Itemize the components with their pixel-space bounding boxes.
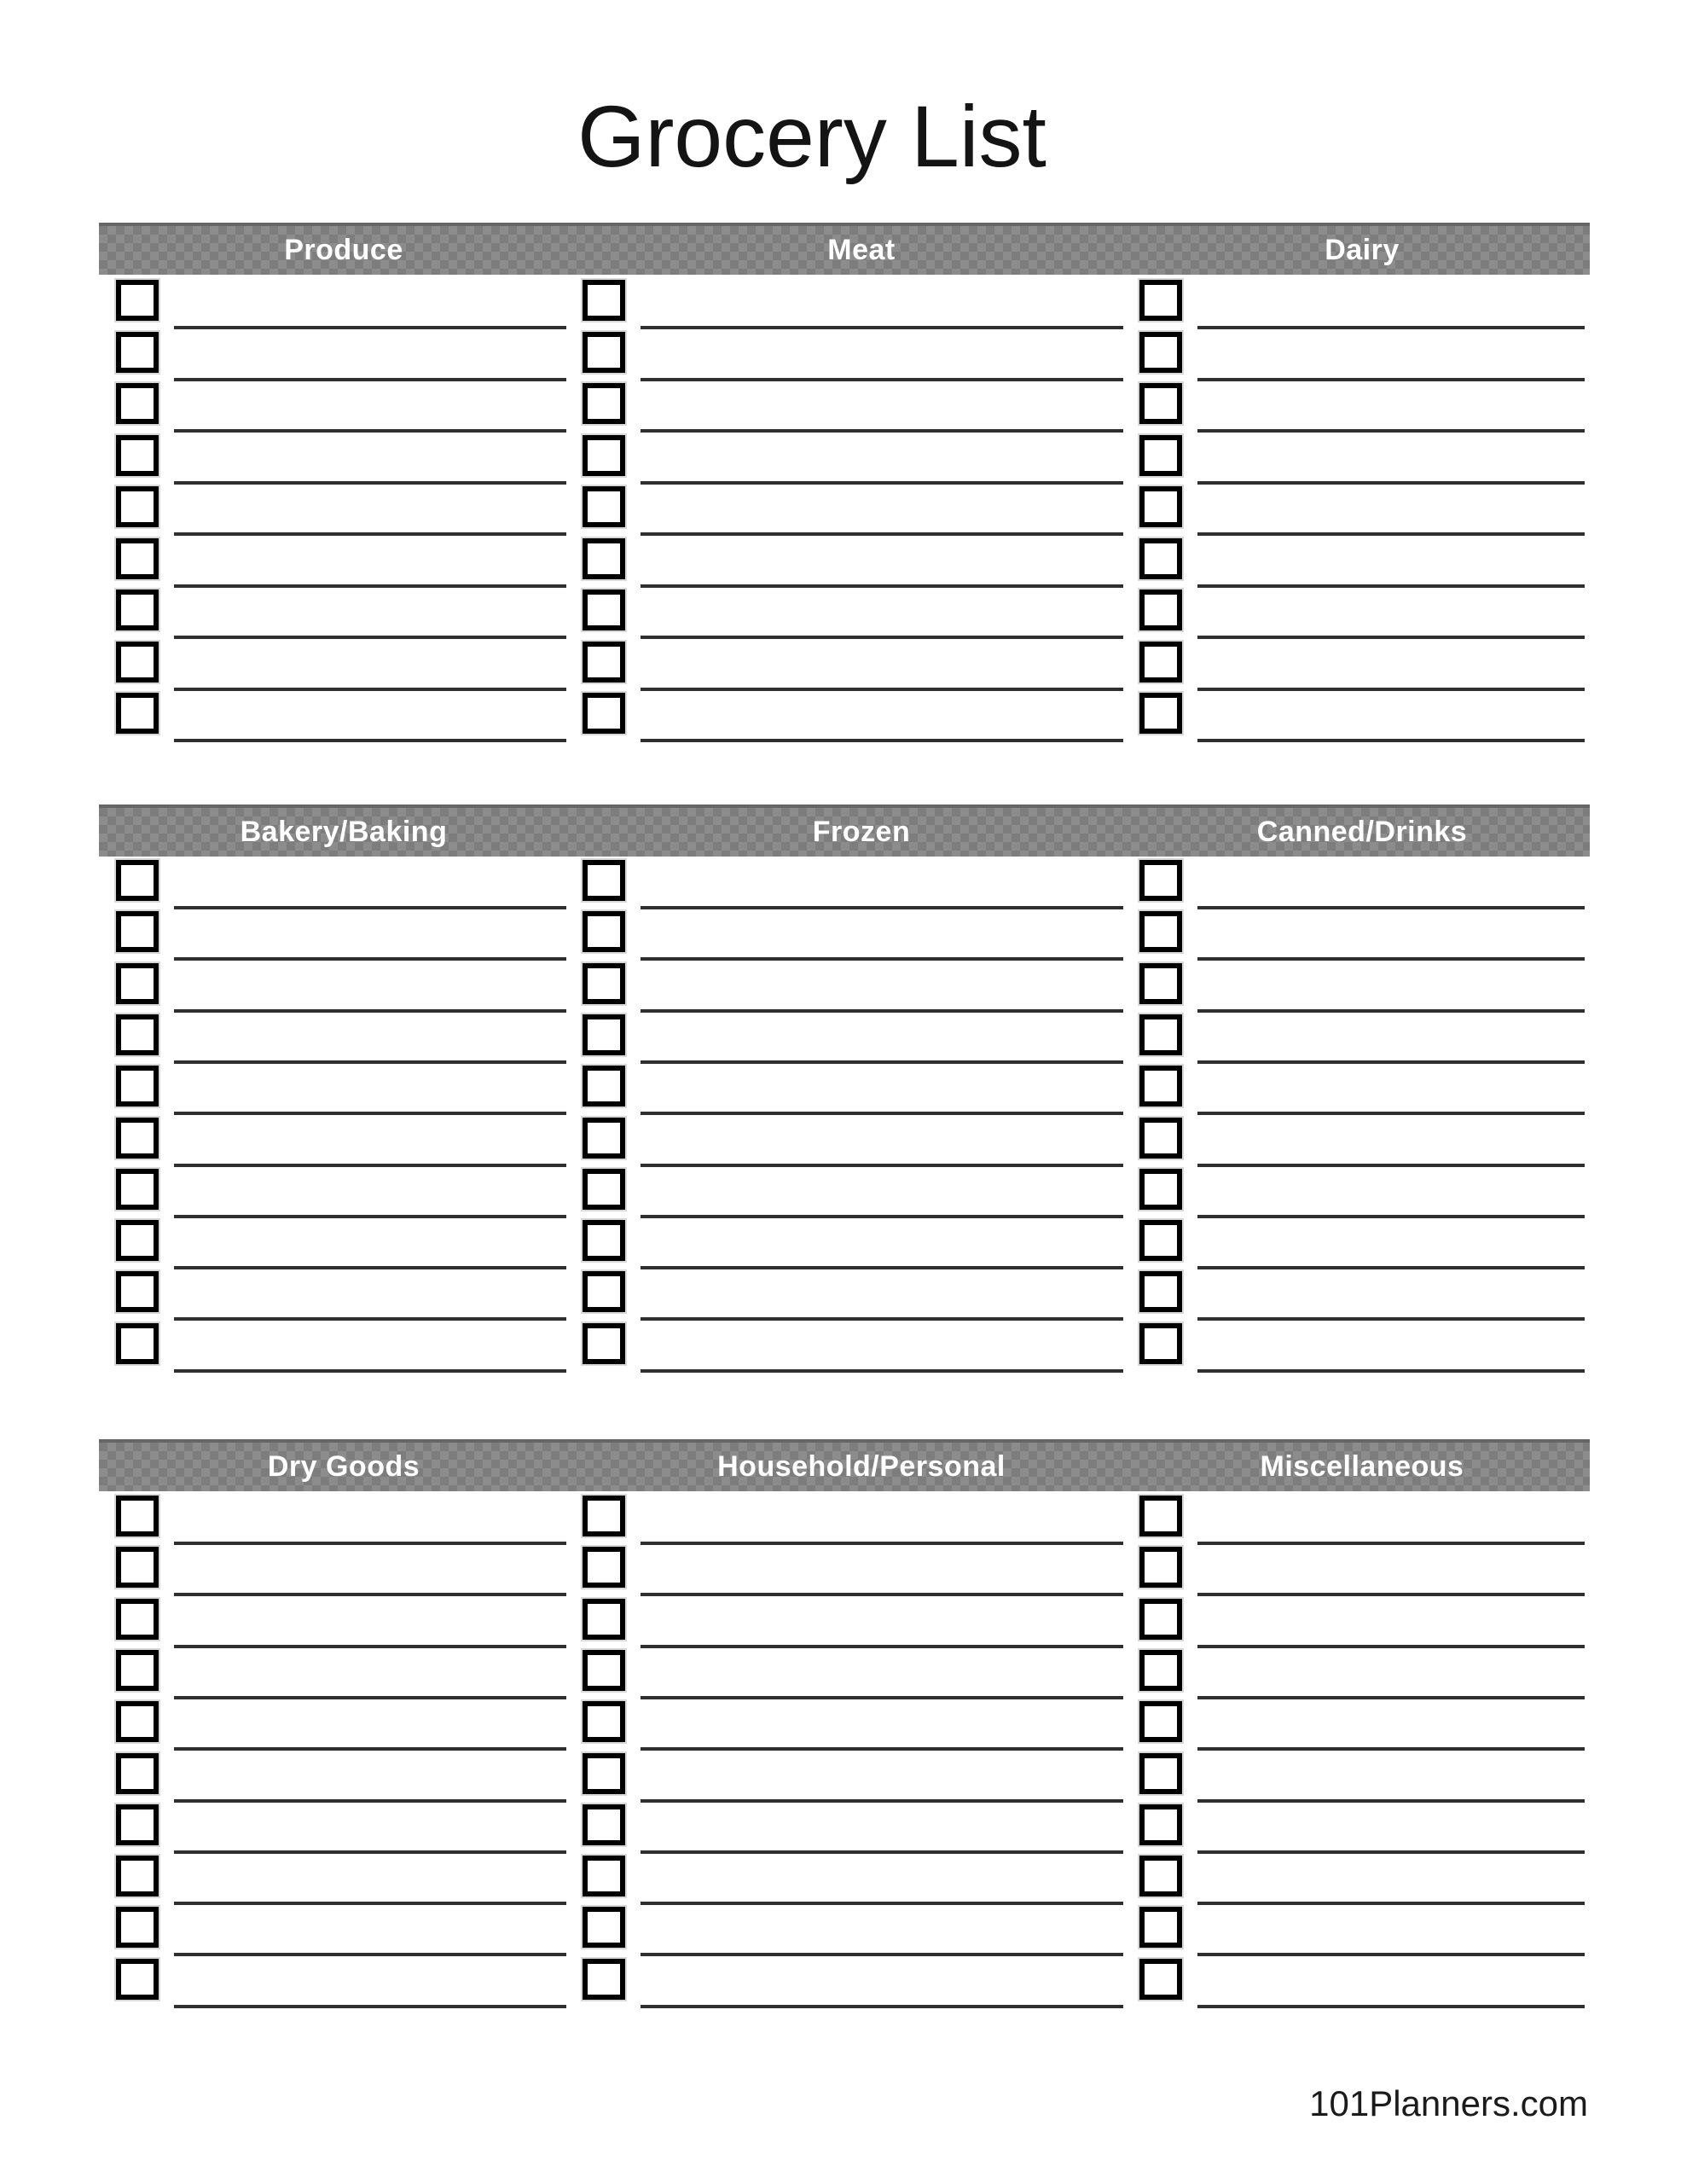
- list-row: [0, 1066, 1687, 1118]
- list-row: [0, 590, 1687, 642]
- checkbox[interactable]: [583, 1701, 625, 1742]
- item-write-line[interactable]: [1197, 957, 1585, 961]
- checkbox[interactable]: [1139, 1220, 1182, 1261]
- item-write-line[interactable]: [641, 481, 1123, 485]
- list-row: [0, 1547, 1687, 1599]
- item-write-line[interactable]: [1197, 1799, 1585, 1803]
- item-write-line[interactable]: [174, 636, 566, 639]
- checkbox[interactable]: [116, 963, 159, 1004]
- checkbox[interactable]: [1139, 1547, 1182, 1588]
- item-write-line[interactable]: [174, 429, 566, 433]
- checkbox[interactable]: [116, 435, 159, 476]
- checkbox[interactable]: [1139, 1271, 1182, 1312]
- item-write-line[interactable]: [641, 1542, 1123, 1545]
- checkbox[interactable]: [1139, 538, 1182, 579]
- item-write-line[interactable]: [174, 1542, 566, 1545]
- item-write-line[interactable]: [641, 1112, 1123, 1115]
- item-write-line[interactable]: [174, 1317, 566, 1321]
- checkbox[interactable]: [116, 911, 159, 952]
- checkbox[interactable]: [583, 1496, 625, 1536]
- checkbox[interactable]: [1139, 1753, 1182, 1794]
- checkbox[interactable]: [1139, 1856, 1182, 1896]
- checkbox[interactable]: [1139, 860, 1182, 901]
- item-write-line[interactable]: [641, 2005, 1123, 2008]
- checkbox[interactable]: [1139, 693, 1182, 734]
- checkbox[interactable]: [583, 1907, 625, 1948]
- item-write-line[interactable]: [174, 1164, 566, 1167]
- list-row: [0, 1323, 1687, 1375]
- item-write-line[interactable]: [641, 1060, 1123, 1064]
- checkbox[interactable]: [583, 911, 625, 952]
- item-write-line[interactable]: [174, 1747, 566, 1751]
- item-write-line[interactable]: [641, 429, 1123, 433]
- item-write-line[interactable]: [1197, 636, 1585, 639]
- checkbox[interactable]: [1139, 1323, 1182, 1364]
- item-write-line[interactable]: [641, 532, 1123, 536]
- list-row: [0, 435, 1687, 487]
- checkbox[interactable]: [583, 383, 625, 424]
- list-row: [0, 911, 1687, 963]
- checkbox[interactable]: [116, 1856, 159, 1896]
- item-write-line[interactable]: [641, 1953, 1123, 1956]
- checkbox[interactable]: [116, 383, 159, 424]
- item-write-line[interactable]: [174, 1902, 566, 1905]
- item-write-line[interactable]: [1197, 1850, 1585, 1854]
- item-write-line[interactable]: [641, 1645, 1123, 1648]
- item-write-line[interactable]: [174, 906, 566, 909]
- list-row: [0, 1701, 1687, 1753]
- item-write-line[interactable]: [641, 957, 1123, 961]
- checkbox[interactable]: [583, 1271, 625, 1312]
- checkbox[interactable]: [1139, 1701, 1182, 1742]
- footer-brand: 101Planners.com: [1309, 2083, 1588, 2123]
- item-write-line[interactable]: [641, 1696, 1123, 1699]
- item-write-line[interactable]: [174, 532, 566, 536]
- item-write-line[interactable]: [1197, 2005, 1585, 2008]
- item-write-line[interactable]: [641, 1902, 1123, 1905]
- list-row: [0, 1599, 1687, 1651]
- list-row: [0, 383, 1687, 435]
- checkbox[interactable]: [1139, 280, 1182, 321]
- checkbox[interactable]: [116, 1323, 159, 1364]
- list-row: [0, 1959, 1687, 2011]
- item-write-line[interactable]: [174, 1645, 566, 1648]
- category-header-bar: [99, 1439, 1590, 1491]
- list-row: [0, 538, 1687, 590]
- item-write-line[interactable]: [641, 739, 1123, 742]
- item-write-line[interactable]: [174, 1060, 566, 1064]
- checkbox[interactable]: [116, 1753, 159, 1794]
- item-write-line[interactable]: [641, 1747, 1123, 1751]
- checkbox[interactable]: [583, 332, 625, 373]
- checkbox[interactable]: [116, 860, 159, 901]
- checkbox[interactable]: [583, 1118, 625, 1159]
- item-write-line[interactable]: [174, 688, 566, 691]
- checkbox[interactable]: [116, 1118, 159, 1159]
- item-write-line[interactable]: [641, 1850, 1123, 1854]
- list-row: [0, 1856, 1687, 1908]
- checkbox[interactable]: [116, 1701, 159, 1742]
- item-write-line[interactable]: [641, 378, 1123, 381]
- checkbox[interactable]: [1139, 435, 1182, 476]
- list-row: [0, 1804, 1687, 1856]
- checkbox[interactable]: [1139, 1804, 1182, 1845]
- item-write-line[interactable]: [641, 1009, 1123, 1013]
- checkbox[interactable]: [116, 1959, 159, 2000]
- item-write-line[interactable]: [174, 1215, 566, 1218]
- item-write-line[interactable]: [641, 1266, 1123, 1269]
- list-row: [0, 280, 1687, 332]
- item-write-line[interactable]: [641, 1317, 1123, 1321]
- checkbox[interactable]: [583, 538, 625, 579]
- list-row: [0, 642, 1687, 694]
- checkbox[interactable]: [1139, 1014, 1182, 1055]
- checkbox[interactable]: [583, 1547, 625, 1588]
- checkbox[interactable]: [1139, 1496, 1182, 1536]
- checkbox[interactable]: [583, 435, 625, 476]
- checkbox[interactable]: [116, 1220, 159, 1261]
- list-row: [0, 1014, 1687, 1066]
- item-write-line[interactable]: [1197, 584, 1585, 588]
- item-write-line[interactable]: [174, 1799, 566, 1803]
- checkbox[interactable]: [583, 1220, 625, 1261]
- checkbox[interactable]: [583, 860, 625, 901]
- item-write-line[interactable]: [174, 481, 566, 485]
- category-header-bar: [99, 223, 1590, 275]
- list-row: [0, 1169, 1687, 1221]
- item-write-line[interactable]: [1197, 1902, 1585, 1905]
- category-label-miscellaneous: Miscellaneous: [1260, 1450, 1464, 1483]
- item-write-line[interactable]: [1197, 532, 1585, 536]
- checkbox[interactable]: [583, 1959, 625, 2000]
- item-write-line[interactable]: [174, 1112, 566, 1115]
- checkbox[interactable]: [1139, 1599, 1182, 1640]
- list-row: [0, 1650, 1687, 1702]
- checkbox[interactable]: [583, 486, 625, 527]
- checkbox[interactable]: [1139, 1118, 1182, 1159]
- checkbox[interactable]: [116, 1907, 159, 1948]
- item-write-line[interactable]: [174, 957, 566, 961]
- checkbox[interactable]: [583, 963, 625, 1004]
- list-row: [0, 1220, 1687, 1272]
- page-title: Grocery List: [577, 88, 1046, 185]
- item-write-line[interactable]: [174, 1850, 566, 1854]
- list-row: [0, 860, 1687, 912]
- item-write-line[interactable]: [1197, 1593, 1585, 1596]
- checkbox[interactable]: [116, 486, 159, 527]
- checkbox[interactable]: [583, 642, 625, 682]
- item-write-line[interactable]: [174, 326, 566, 329]
- category-label-produce: Produce: [284, 234, 403, 266]
- item-write-line[interactable]: [174, 1953, 566, 1956]
- list-row: [0, 1907, 1687, 1959]
- checkbox[interactable]: [583, 1650, 625, 1691]
- checkbox[interactable]: [1139, 1169, 1182, 1210]
- checkbox[interactable]: [583, 1066, 625, 1107]
- category-label-household-personal: Household/Personal: [717, 1450, 1006, 1483]
- checkbox[interactable]: [116, 1271, 159, 1312]
- item-write-line[interactable]: [1197, 1369, 1585, 1373]
- checkbox[interactable]: [1139, 1959, 1182, 2000]
- item-write-line[interactable]: [641, 636, 1123, 639]
- item-write-line[interactable]: [1197, 906, 1585, 909]
- category-header-bar: [99, 804, 1590, 857]
- item-write-line[interactable]: [174, 1369, 566, 1373]
- checkbox[interactable]: [116, 1014, 159, 1055]
- item-write-line[interactable]: [641, 1164, 1123, 1167]
- item-write-line[interactable]: [641, 584, 1123, 588]
- list-row: [0, 486, 1687, 538]
- item-write-line[interactable]: [641, 326, 1123, 329]
- checkbox[interactable]: [1139, 963, 1182, 1004]
- checkbox[interactable]: [583, 280, 625, 321]
- category-label-frozen: Frozen: [812, 816, 911, 848]
- list-row: [0, 1496, 1687, 1548]
- checkbox[interactable]: [583, 1599, 625, 1640]
- checkbox[interactable]: [583, 1753, 625, 1794]
- checkbox[interactable]: [1139, 642, 1182, 682]
- list-row: [0, 1271, 1687, 1323]
- checkbox[interactable]: [1139, 383, 1182, 424]
- checkbox[interactable]: [116, 538, 159, 579]
- checkbox[interactable]: [116, 1599, 159, 1640]
- category-label-dry-goods: Dry Goods: [267, 1450, 420, 1483]
- checkbox[interactable]: [1139, 1650, 1182, 1691]
- list-row: [0, 963, 1687, 1015]
- checkbox[interactable]: [583, 590, 625, 630]
- checkbox[interactable]: [583, 1804, 625, 1845]
- checkbox[interactable]: [116, 1066, 159, 1107]
- checkbox[interactable]: [583, 1856, 625, 1896]
- checkbox[interactable]: [583, 1169, 625, 1210]
- item-write-line[interactable]: [641, 906, 1123, 909]
- list-row: [0, 1118, 1687, 1170]
- item-write-line[interactable]: [174, 1009, 566, 1013]
- checkbox[interactable]: [1139, 590, 1182, 630]
- item-write-line[interactable]: [641, 1799, 1123, 1803]
- item-write-line[interactable]: [1197, 1009, 1585, 1013]
- item-write-line[interactable]: [1197, 1215, 1585, 1218]
- checkbox[interactable]: [116, 590, 159, 630]
- checkbox[interactable]: [116, 1650, 159, 1691]
- checkbox[interactable]: [116, 1547, 159, 1588]
- item-write-line[interactable]: [1197, 326, 1585, 329]
- item-write-line[interactable]: [1197, 739, 1585, 742]
- checkbox[interactable]: [116, 1804, 159, 1845]
- item-write-line[interactable]: [641, 1369, 1123, 1373]
- list-row: [0, 332, 1687, 384]
- item-write-line[interactable]: [1197, 1696, 1585, 1699]
- item-write-line[interactable]: [1197, 1645, 1585, 1648]
- category-label-dairy: Dairy: [1325, 234, 1400, 266]
- checkbox[interactable]: [583, 693, 625, 734]
- item-write-line[interactable]: [174, 1266, 566, 1269]
- item-write-line[interactable]: [1197, 1266, 1585, 1269]
- item-write-line[interactable]: [174, 378, 566, 381]
- checkbox[interactable]: [1139, 332, 1182, 373]
- checkbox[interactable]: [1139, 486, 1182, 527]
- checkbox[interactable]: [583, 1014, 625, 1055]
- item-write-line[interactable]: [1197, 1747, 1585, 1751]
- checkbox[interactable]: [116, 1496, 159, 1536]
- item-write-line[interactable]: [641, 1215, 1123, 1218]
- item-write-line[interactable]: [641, 1593, 1123, 1596]
- category-label-bakery-baking: Bakery/Baking: [240, 816, 448, 848]
- item-write-line[interactable]: [641, 688, 1123, 691]
- list-row: [0, 693, 1687, 745]
- item-write-line[interactable]: [174, 739, 566, 742]
- item-write-line[interactable]: [1197, 1112, 1585, 1115]
- item-write-line[interactable]: [1197, 1060, 1585, 1064]
- item-write-line[interactable]: [174, 584, 566, 588]
- category-label-meat: Meat: [827, 234, 896, 266]
- category-label-canned-drinks: Canned/Drinks: [1256, 816, 1468, 848]
- checkbox[interactable]: [116, 642, 159, 682]
- item-write-line[interactable]: [174, 1696, 566, 1699]
- item-write-line[interactable]: [1197, 1953, 1585, 1956]
- item-write-line[interactable]: [1197, 378, 1585, 381]
- list-row: [0, 1753, 1687, 1805]
- checkbox[interactable]: [583, 1323, 625, 1364]
- checkbox[interactable]: [1139, 911, 1182, 952]
- checkbox[interactable]: [116, 1169, 159, 1210]
- item-write-line[interactable]: [1197, 1164, 1585, 1167]
- checkbox[interactable]: [116, 332, 159, 373]
- checkbox[interactable]: [1139, 1907, 1182, 1948]
- item-write-line[interactable]: [174, 1593, 566, 1596]
- checkbox[interactable]: [1139, 1066, 1182, 1107]
- checkbox[interactable]: [116, 280, 159, 321]
- checkbox[interactable]: [116, 693, 159, 734]
- item-write-line[interactable]: [1197, 429, 1585, 433]
- item-write-line[interactable]: [1197, 481, 1585, 485]
- item-write-line[interactable]: [1197, 688, 1585, 691]
- item-write-line[interactable]: [174, 2005, 566, 2008]
- item-write-line[interactable]: [1197, 1317, 1585, 1321]
- item-write-line[interactable]: [1197, 1542, 1585, 1545]
